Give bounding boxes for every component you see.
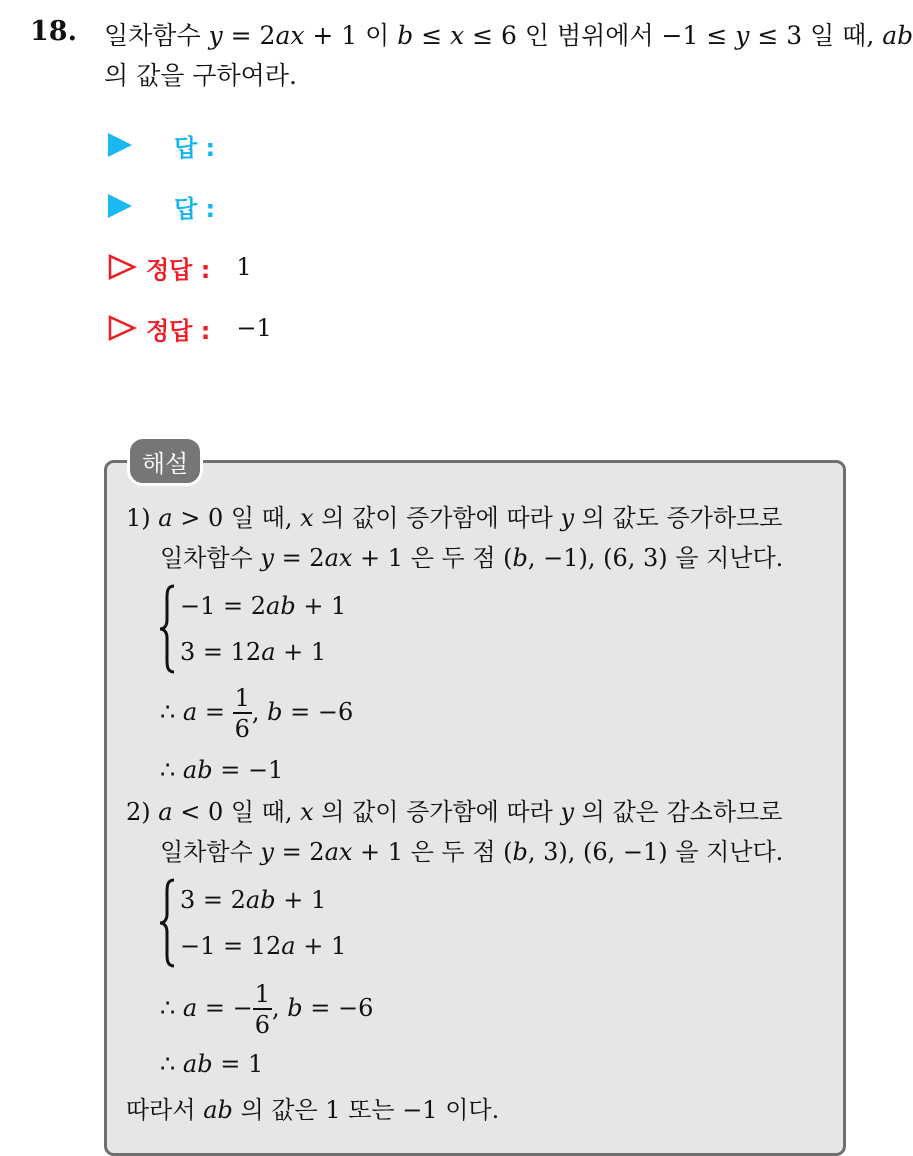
case2-line1: 2) a < 0 일 때, x 의 값이 증가함에 따라 y 의 값은 감소하므로 — [126, 798, 783, 826]
case1-equation2: 3 = 12a + 1 — [180, 638, 327, 666]
correct-value: −1 — [236, 314, 272, 342]
answer-label: 답 : — [174, 133, 216, 162]
case1-result2: ∴ ab = −1 — [160, 756, 284, 784]
left-brace-icon — [158, 584, 178, 674]
correct-label: 정답 : — [146, 255, 211, 284]
question-line-1: 일차함수 y = 2ax + 1 이 b ≤ x ≤ 6 인 범위에서 −1 ≤ y ≤ 3 일 때, ab — [104, 21, 913, 50]
correct-answer-row — [108, 311, 272, 345]
correct-label: 정답 : — [146, 316, 211, 345]
outline-triangle-icon — [108, 315, 136, 341]
case1-result1: ∴ a = $\frac{1}{6}$ , b = −6 — [160, 684, 354, 743]
fraction: $\frac{1}{6}$ — [234, 684, 250, 743]
question-line-2: 의 값을 구하여라. — [104, 61, 297, 90]
case1-line2: 일차함수 y = 2ax + 1 은 두 점 (b, −1), (6, 3) 을 지난다. — [160, 544, 784, 572]
case2-line2: 일차함수 y = 2ax + 1 은 두 점 (b, 3), (6, −1) 을 지난다. — [160, 838, 784, 866]
answer-row[interactable] — [108, 189, 241, 223]
play-triangle-icon — [108, 133, 132, 157]
case2-result1: ∴ a = − $\frac{1}{6}$ , b = −6 — [160, 980, 374, 1039]
fraction: $\frac{1}{6}$ — [254, 980, 270, 1039]
case2-equation2: −1 = 12a + 1 — [180, 932, 347, 960]
case1-equation1: −1 = 2ab + 1 — [180, 592, 347, 620]
question-number: 18. — [30, 16, 77, 47]
conclusion: 따라서 ab 의 값은 1 또는 −1 이다. — [126, 1096, 500, 1124]
left-brace-icon — [158, 878, 178, 968]
answer-row[interactable] — [108, 128, 241, 162]
play-triangle-icon — [108, 194, 132, 218]
case2-equation1: 3 = 2ab + 1 — [180, 886, 327, 914]
case2-result2: ∴ ab = 1 — [160, 1050, 264, 1078]
correct-value: 1 — [236, 253, 252, 281]
outline-triangle-icon — [108, 254, 136, 280]
solution-tag: 해설 — [127, 436, 203, 486]
correct-answer-row — [108, 250, 252, 284]
answer-label: 답 : — [174, 194, 216, 223]
case1-line1: 1) a > 0 일 때, x 의 값이 증가함에 따라 y 의 값도 증가하므로 — [126, 504, 783, 532]
